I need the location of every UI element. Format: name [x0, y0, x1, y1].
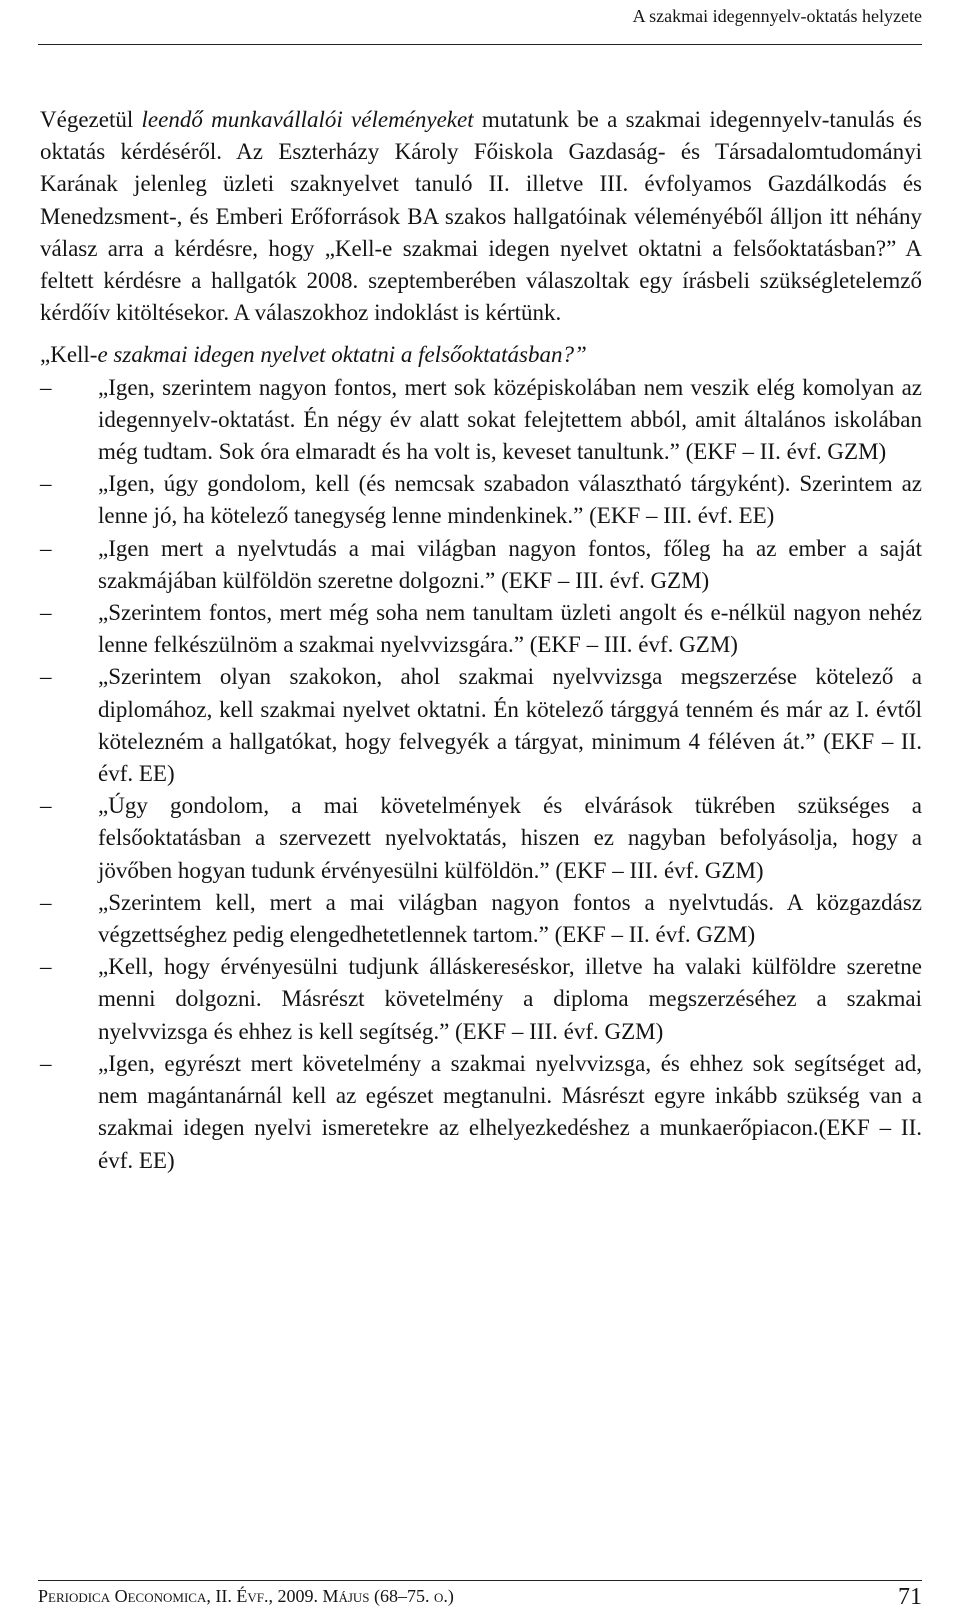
answer-text: „Igen, egyrészt mert követelmény a szakmai nyelvvizsga, és ehhez sok segítséget ad, nem magántanárnál kell az egészet megtanulni. Másrészt egyre inkább szükség van a szakmai idegen nyelvi ismeretekre az elhelyezkedéshez a munkaerőpiacon.(EKF – II. évf. EE) — [98, 1050, 922, 1173]
answer-item — [40, 533, 922, 597]
answer-item — [40, 887, 922, 951]
question-prefix: „Kell- — [40, 342, 98, 368]
dash-bullet: – — [40, 600, 52, 626]
answer-text: „Igen mert a nyelvtudás a mai világban nagyon fontos, főleg ha az ember a saját szakmájában külföldön szeretne dolgozni.” (EKF – III. évf. GZM) — [98, 535, 922, 593]
page-body — [40, 104, 922, 1177]
answer-item — [40, 372, 922, 469]
answer-text: „Szerintem olyan szakokon, ahol szakmai nyelvvizsga megszerzése kötelező a diplomához, kell szakmai nyelvet oktatni. Én kötelező tárggyá tenném és már az I. évtől kötelezném a hallgatókat, hogy felvegyék a tárgyat, minimum 4 féléven át.” (EKF – II. évf. EE) — [98, 664, 922, 787]
question-heading — [40, 339, 922, 371]
answer-text: „Úgy gondolom, a mai követelmények és elvárások tükrében szükséges a felsőoktatásban a szervezett nyelvoktatás, hiszen ez nagyban befolyásolja, hogy a jövőben hogyan tudunk érvényesülni külföldön.” (EKF – III. évf. GZM) — [98, 793, 922, 883]
dash-bullet: – — [40, 535, 52, 561]
header-rule — [38, 44, 922, 45]
dash-bullet: – — [40, 954, 52, 980]
answer-list — [40, 372, 922, 1177]
answer-item — [40, 468, 922, 532]
answer-text: „Igen, úgy gondolom, kell (és nemcsak szabadon választható tárgyként). Szerintem az lenne jó, ha kötelező tanegység lenne mindenkinek.” (EKF – III. évf. EE) — [98, 471, 922, 529]
intro-paragraph — [40, 104, 922, 329]
answer-item — [40, 661, 922, 790]
dash-bullet: – — [40, 889, 52, 915]
question-text: e szakmai idegen nyelvet oktatni a felsőoktatásban?” — [97, 342, 587, 368]
answer-item — [40, 597, 922, 661]
running-header: A szakmai idegennyelv-oktatás helyzete — [632, 6, 922, 26]
dash-bullet: – — [40, 1050, 52, 1076]
answer-item — [40, 1048, 922, 1177]
journal-citation: Periodica Oeconomica, II. Évf., 2009. Május (68–75. o.) — [38, 1586, 454, 1606]
answer-text: „Kell, hogy érvényesülni tudjunk álláskereséskor, illetve ha valaki külföldre szeretne menni dolgozni. Másrészt követelmény a diploma megszerzéséhez a szakmai nyelvvizsga és ehhez is kell segítség.” (EKF – III. évf. GZM) — [98, 954, 922, 1044]
intro-text-start: Végezetül — [40, 107, 142, 132]
page-footer — [38, 1584, 922, 1610]
intro-text-rest: mutatunk be a szakmai idegennyelv-tanulás és oktatás kérdéséről. Az Eszterházy Károly Főiskola Gazdaság- és Társadalomtudományi Karának jelenleg üzleti szaknyelvet tanuló II. illetve III. évfolyamos Gazdálkodás és Menedzsment-, és Emberi Erőforrások BA szakos hallgatóinak véleményéből álljon itt néhány válasz arra a kérdésre, hogy „Kell-e szakmai idegen nyelvet oktatni a felsőoktatásban?” A feltett kérdésre a hallgatók 2008. szeptemberében válaszoltak egy írásbeli szükségletelemző kérdőív kitöltésekor. A válaszokhoz indoklást is kértünk. — [40, 107, 923, 326]
dash-bullet: – — [40, 471, 52, 497]
answer-text: „Szerintem kell, mert a mai világban nagyon fontos a nyelvtudás. A közgazdász végzettséghez pedig elengedhetetlennek tartom.” (EKF – II. évf. GZM) — [98, 889, 922, 948]
answer-item — [40, 790, 922, 887]
page-number: 71 — [898, 1584, 922, 1610]
dash-bullet: – — [40, 664, 52, 690]
answer-text: „Igen, szerintem nagyon fontos, mert sok középiskolában nem veszik elég komolyan az idegennyelv-oktatást. Én négy év alatt sokat felejtettem abból, amit általános iskolában még tudtam. Sok óra elmaradt és ha volt is, keveset tanultunk.” (EKF – II. évf. GZM) — [98, 374, 922, 465]
intro-emphasis: leendő munkavállalói véleményeket — [141, 107, 474, 132]
dash-bullet: – — [40, 374, 52, 400]
answer-text: „Szerintem fontos, mert még soha nem tanultam üzleti angolt és e-nélkül nagyon nehéz lenne felkészülnöm a szakmai nyelvvizsgára.” (EKF – III. évf. GZM) — [98, 600, 922, 658]
answer-item — [40, 951, 922, 1048]
dash-bullet: – — [40, 793, 52, 819]
footer-rule — [38, 1580, 922, 1581]
